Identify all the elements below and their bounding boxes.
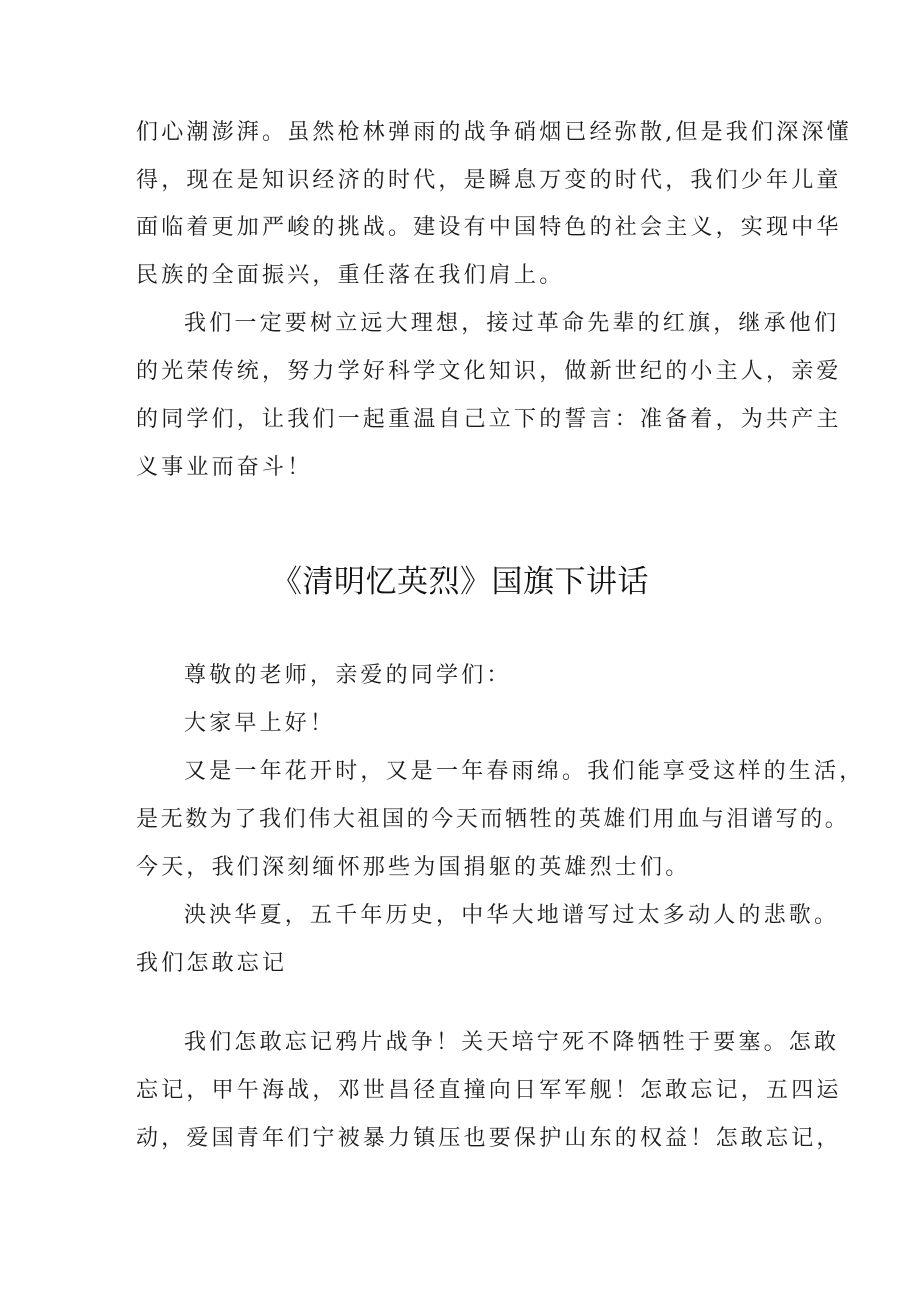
- text-line: 的同学们，让我们一起重温自己立下的誓言：准备着，为共产主: [136, 407, 842, 432]
- page-title: 《清明忆英烈》国旗下讲话: [271, 564, 649, 600]
- text-line: 的光荣传统，努力学好科学文化知识，做新世纪的小主人，亲爱: [136, 359, 842, 384]
- text-line: 忘记，甲午海战，邓世昌径直撞向日军军舰！怎敢忘记，五四运: [136, 1078, 842, 1103]
- text-line: 民族的全面振兴，重任落在我们肩上。: [136, 263, 565, 288]
- text-line: 面临着更加严峻的挑战。建设有中国特色的社会主义，实现中华: [136, 215, 842, 240]
- text-line: 义事业而奋斗！: [136, 455, 313, 480]
- text-line: 是无数为了我们伟大祖国的今天而牺牲的英雄们用血与泪谱写的。: [136, 807, 850, 832]
- text-line: 我们怎敢忘记: [136, 951, 288, 976]
- text-line: 泱泱华夏，五千年历史，中华大地谱写过太多动人的悲歌。: [184, 903, 840, 928]
- text-line: 我们怎敢忘记鸦片战争！关天培宁死不降牺牲于要塞。怎敢: [184, 1030, 840, 1055]
- text-line: 动，爱国青年们宁被暴力镇压也要保护山东的权益！怎敢忘记，: [136, 1126, 842, 1151]
- greeting-line: 尊敬的老师，亲爱的同学们：: [184, 663, 512, 688]
- text-line: 又是一年花开时，又是一年春雨绵。我们能享受这样的生活，: [184, 759, 865, 784]
- text-line: 们心潮澎湃。虽然枪林弹雨的战争硝烟已经弥散,但是我们深深懂: [136, 120, 852, 145]
- text-line: 今天，我们深刻缅怀那些为国捐躯的英雄烈士们。: [136, 855, 691, 880]
- text-line: 得，现在是知识经济的时代，是瞬息万变的时代，我们少年儿童: [136, 168, 842, 193]
- morning-line: 大家早上好！: [184, 711, 336, 736]
- text-line: 我们一定要树立远大理想，接过革命先辈的红旗，继承他们: [184, 311, 840, 336]
